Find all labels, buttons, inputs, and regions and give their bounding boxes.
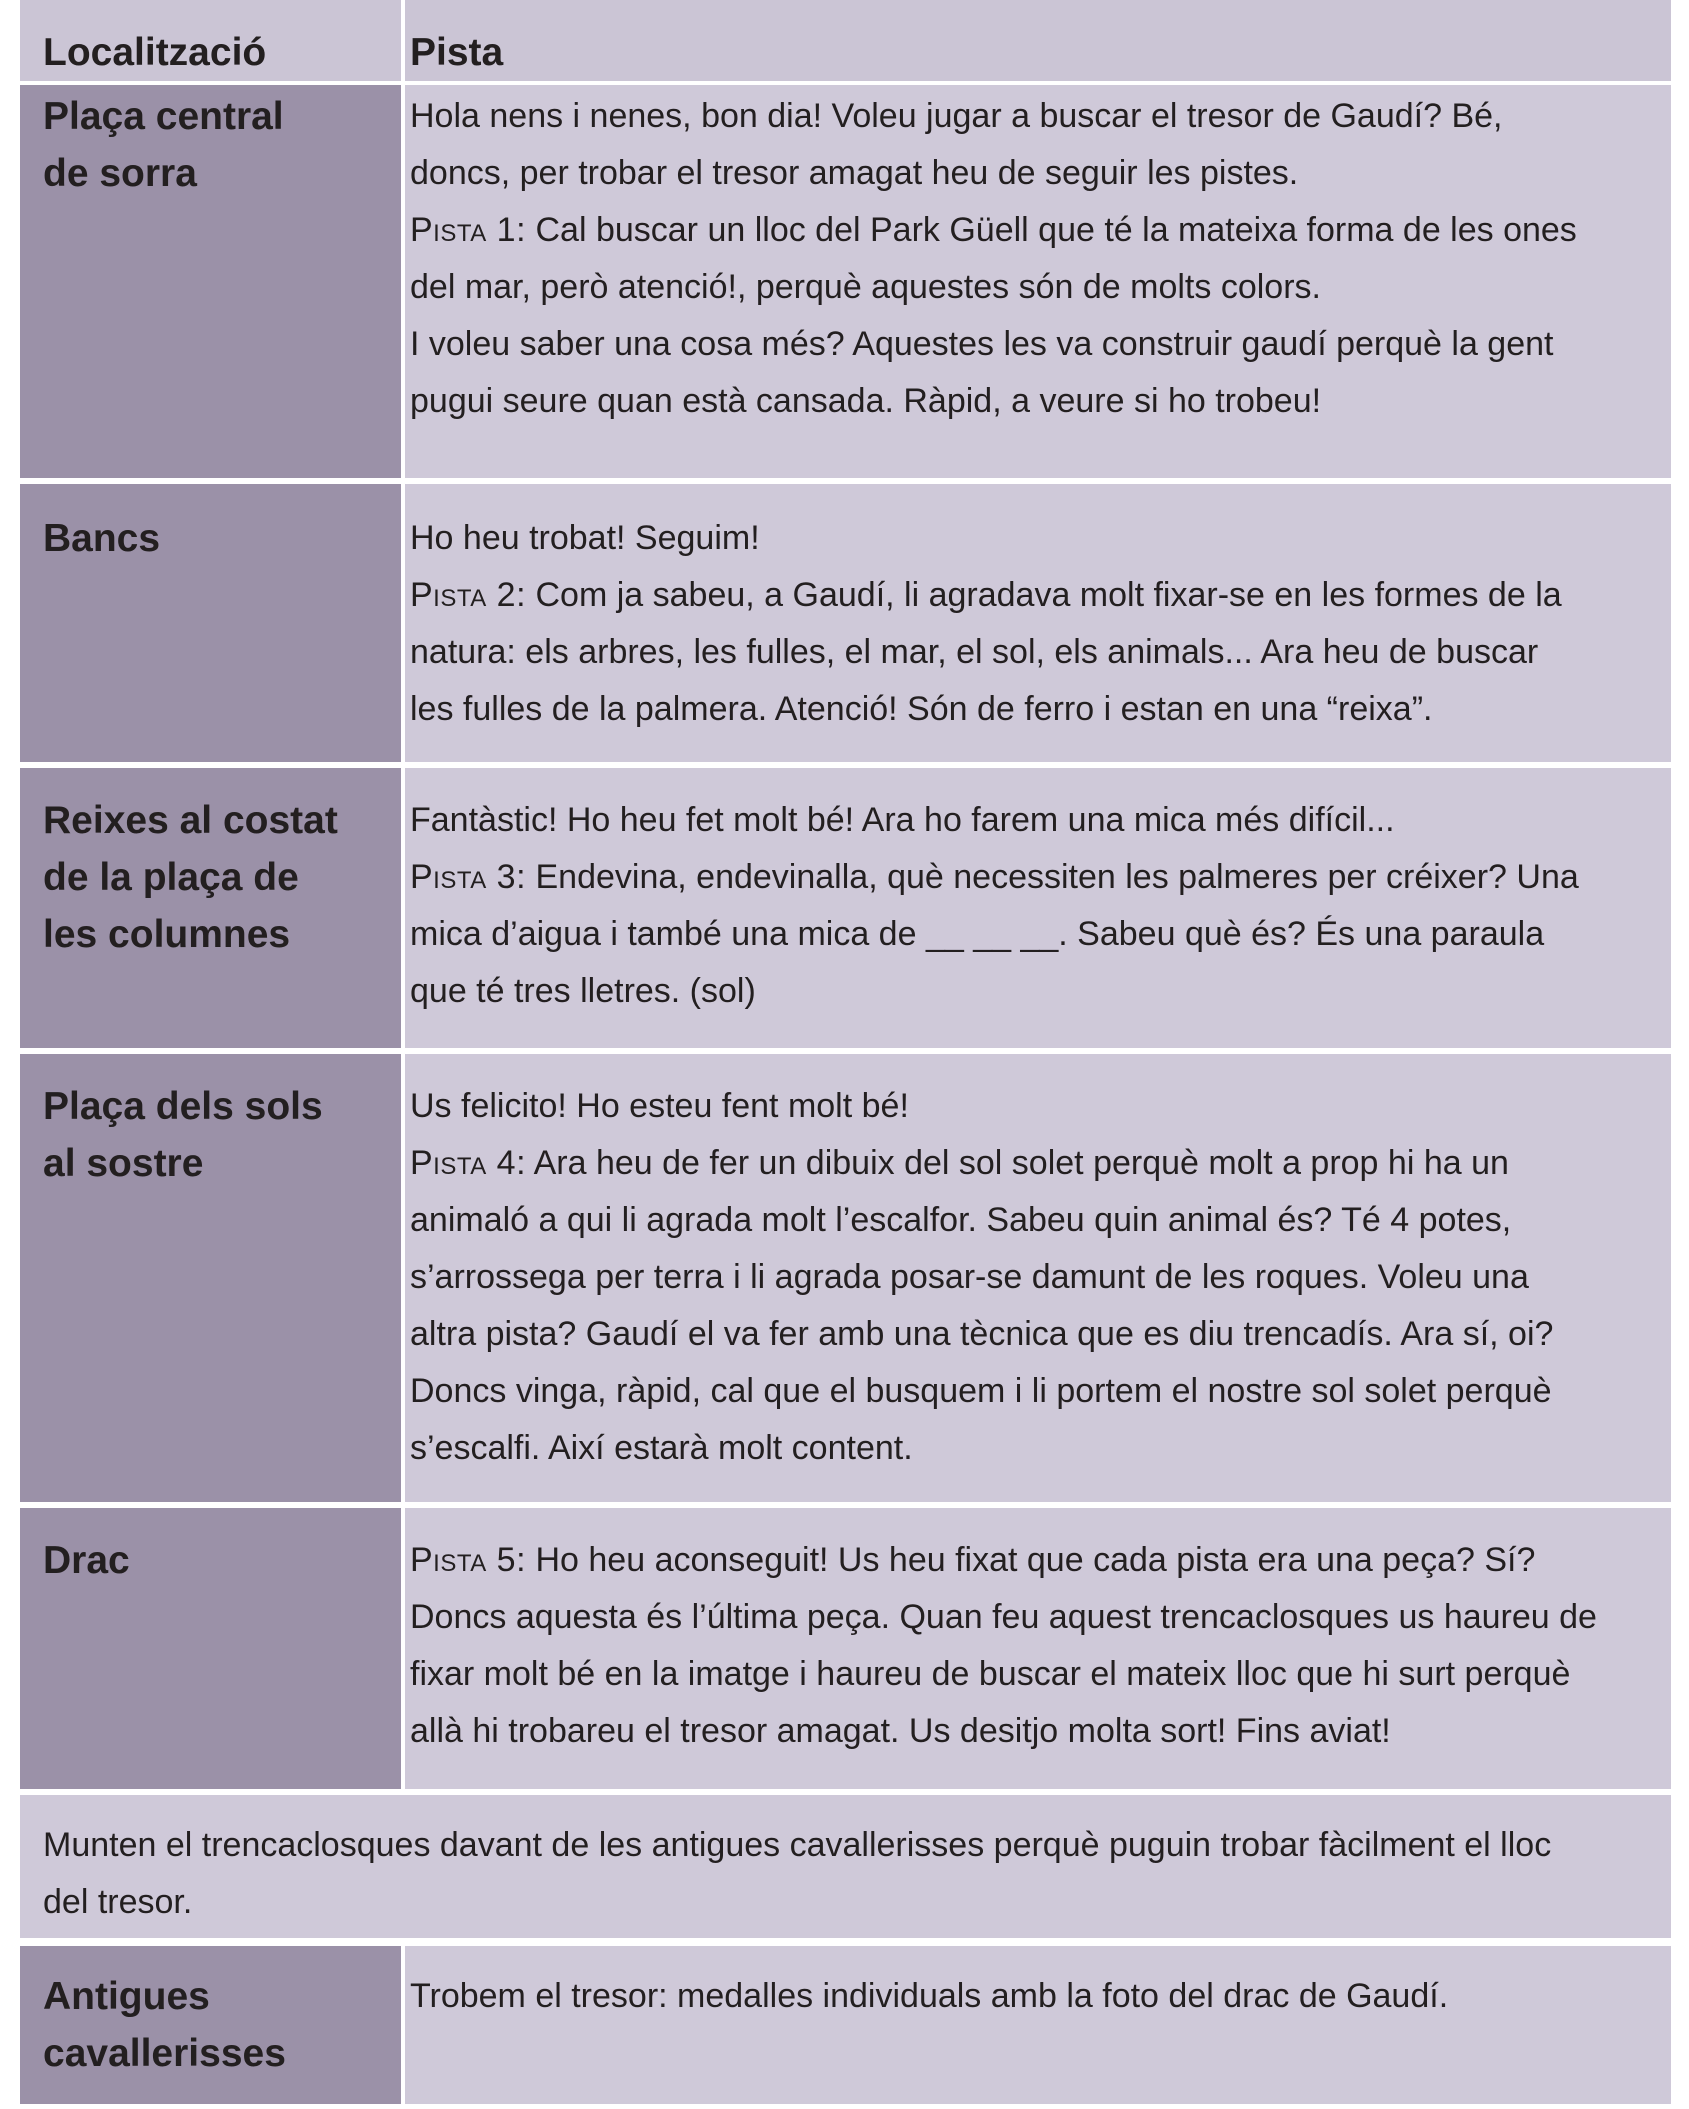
table-row: [20, 1508, 1671, 1789]
note-line: Munten el trencaclosques davant de les antigues cavallerisses perquè puguin trobar fàcilment el lloc: [43, 1826, 1552, 1864]
note-line: del tresor.: [43, 1883, 193, 1921]
clue-line: del mar, però atenció!, perquè aquestes són de molts colors.: [410, 268, 1321, 306]
clue-cell: [405, 1946, 1671, 2104]
clue-line: Doncs vinga, ràpid, cal que el busquem i li portem el nostre sol solet perquè: [410, 1372, 1552, 1410]
table-row: [20, 1054, 1671, 1502]
clue-line: natura: els arbres, les fulles, el mar, el sol, els animals... Ara heu de buscar: [410, 633, 1539, 671]
clue-line: que té tres lletres. (sol): [410, 972, 756, 1010]
clue-table: [20, 0, 1671, 2104]
clue-label: Pista 1:: [410, 211, 527, 249]
location-line: les columnes: [43, 913, 291, 956]
clue-line: [410, 1135, 1665, 1192]
clue-line: mica d’aigua i també una mica de __ __ __. Sabeu què és? És una paraula: [410, 915, 1545, 953]
clue-label: Pista 4:: [410, 1144, 527, 1182]
location-cell: [20, 484, 405, 762]
clue-cell: [405, 85, 1671, 478]
clue-line: [410, 1532, 1665, 1589]
clue-line: Hola nens i nenes, bon dia! Voleu jugar a buscar el tresor de Gaudí? Bé,: [410, 97, 1503, 135]
clue-line: fixar molt bé en la imatge i haureu de buscar el mateix lloc que hi surt perquè: [410, 1655, 1571, 1693]
location-line: de sorra: [43, 152, 197, 195]
clue-text: Endevina, endevinalla, què necessiten les palmeres per créixer? Una: [526, 858, 1579, 896]
location-line: Drac: [43, 1539, 130, 1582]
clue-cell: [405, 484, 1671, 762]
clue-text: Com ja sabeu, a Gaudí, li agradava molt fixar-se en les formes de la: [526, 576, 1562, 614]
clue-cell: [405, 1054, 1671, 1502]
location-line: al sostre: [43, 1142, 204, 1185]
clue-line: [410, 849, 1665, 906]
location-line: cavallerisses: [43, 2032, 286, 2075]
clue-cell: [405, 768, 1671, 1048]
clue-line: I voleu saber una cosa més? Aquestes les va construir gaudí perquè la gent: [410, 325, 1554, 363]
table-header: [20, 0, 1671, 81]
clue-text: Ara heu de fer un dibuix del sol solet perquè molt a prop hi ha un: [526, 1144, 1509, 1182]
location-line: Antigues: [43, 1975, 210, 2018]
clue-line: pugui seure quan està cansada. Ràpid, a veure si ho trobeu!: [410, 382, 1322, 420]
clue-text: Ho heu aconseguit! Us heu fixat que cada pista era una peça? Sí?: [526, 1541, 1536, 1579]
note-row: [20, 1795, 1671, 1938]
clue-line: animaló a qui li agrada molt l’escalfor. Sabeu quin animal és? Té 4 potes,: [410, 1201, 1512, 1239]
clue-line: Doncs aquesta és l’última peça. Quan feu aquest trencaclosques us haureu de: [410, 1598, 1597, 1636]
location-cell: [20, 85, 405, 478]
clue-line: s’arrossega per terra i li agrada posar-se damunt de les roques. Voleu una: [410, 1258, 1529, 1296]
table-row: [20, 768, 1671, 1048]
clue-line: doncs, per trobar el tresor amagat heu de seguir les pistes.: [410, 154, 1299, 192]
clue-label: Pista 5:: [410, 1541, 527, 1579]
clue-cell: [405, 1508, 1671, 1789]
clue-text: Cal buscar un lloc del Park Güell que té la mateixa forma de les ones: [526, 211, 1577, 249]
clue-line: Fantàstic! Ho heu fet molt bé! Ara ho farem una mica més difícil...: [410, 801, 1395, 839]
location-cell: [20, 768, 405, 1048]
location-cell: [20, 1946, 405, 2104]
header-location: Localització: [20, 0, 405, 81]
table-row: [20, 1946, 1671, 2104]
location-line: Plaça central: [43, 95, 284, 138]
clue-line: les fulles de la palmera. Atenció! Són de ferro i estan en una “reixa”.: [410, 690, 1433, 728]
clue-line: Trobem el tresor: medalles individuals amb la foto del drac de Gaudí.: [410, 1977, 1449, 2015]
location-cell: [20, 1054, 405, 1502]
clue-line: Ho heu trobat! Seguim!: [410, 519, 760, 557]
clue-line: s’escalfi. Així estarà molt content.: [410, 1429, 913, 1467]
location-line: Plaça dels sols: [43, 1085, 323, 1128]
clue-line: [410, 567, 1665, 624]
header-clue: Pista: [405, 0, 1671, 81]
clue-label: Pista 3:: [410, 858, 527, 896]
location-line: de la plaça de: [43, 856, 299, 899]
clue-line: altra pista? Gaudí el va fer amb una tècnica que es diu trencadís. Ara sí, oi?: [410, 1315, 1554, 1353]
location-cell: [20, 1508, 405, 1789]
location-line: Reixes al costat: [43, 799, 338, 842]
location-line: Bancs: [43, 517, 161, 560]
table-row: [20, 85, 1671, 478]
row-divider: [20, 1938, 1671, 1946]
clue-label: Pista 2:: [410, 576, 527, 614]
table-row: [20, 484, 1671, 762]
clue-line: Us felicito! Ho esteu fent molt bé!: [410, 1087, 909, 1125]
clue-line: allà hi trobareu el tresor amagat. Us desitjo molta sort! Fins aviat!: [410, 1712, 1391, 1750]
clue-line: [410, 202, 1665, 259]
